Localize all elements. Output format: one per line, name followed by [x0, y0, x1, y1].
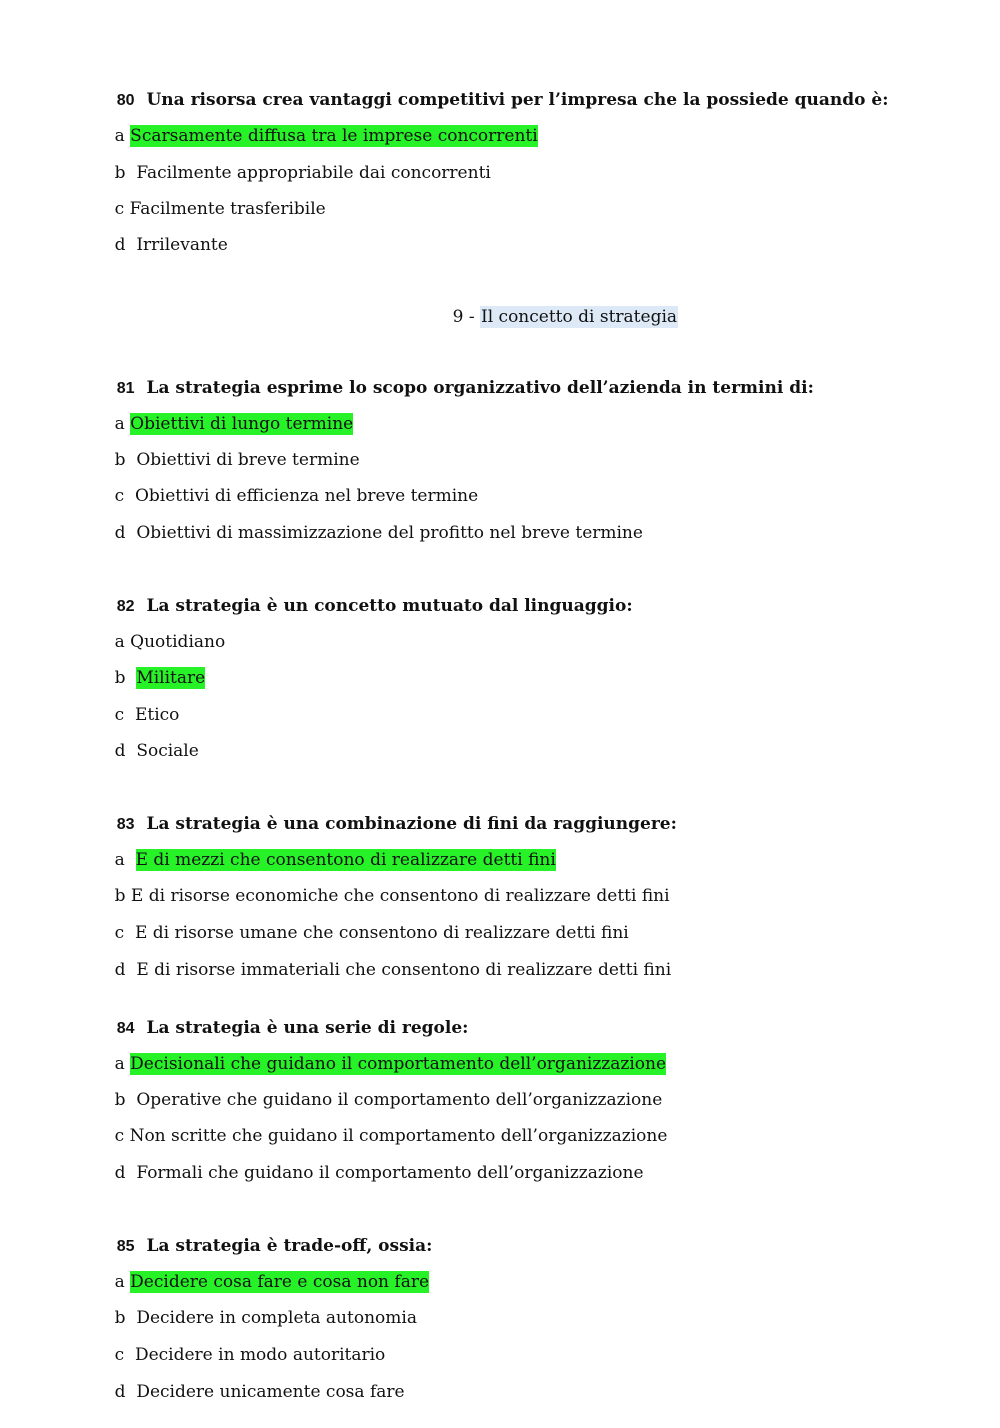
option-letter: b [114, 163, 126, 183]
question-number: 80 [116, 92, 135, 109]
section-title: Il concetto di strategia [481, 307, 678, 327]
question-text: Una risorsa crea vantaggi competitivi per l’impresa che la possiede quando è: [146, 90, 889, 110]
option-letter: c [114, 1345, 125, 1365]
option-letter: c [114, 1126, 125, 1146]
question-text: La strategia è un concetto mutuato dal linguaggio: [146, 596, 633, 616]
option-letter: b [114, 450, 126, 470]
option-text: E di risorse umane che consentono di realizzare detti fini [134, 923, 629, 943]
option-letter: b [114, 1090, 126, 1110]
question-number: 83 [116, 816, 135, 833]
option-text-correct: Obiettivi di lungo termine [130, 414, 354, 434]
option-letter: d [114, 1382, 126, 1402]
option-text-correct: Decidere cosa fare e cosa non fare [130, 1272, 430, 1292]
option-text: Quotidiano [130, 632, 226, 652]
option-letter: a [114, 632, 125, 652]
option-text-correct: Decisionali che guidano il comportamento dell’organizzazione [130, 1054, 667, 1074]
option-text: Obiettivi di efficienza nel breve termine [134, 486, 479, 506]
option-letter: c [114, 705, 125, 725]
option-letter: a [114, 1054, 125, 1074]
option-84-d [93, 1137, 644, 1209]
option-text: Decidere unicamente cosa fare [136, 1382, 405, 1402]
option-text: Decidere in modo autoritario [134, 1345, 386, 1365]
option-85-d [93, 1356, 405, 1428]
option-text: Non scritte che guidano il comportamento dell’organizzazione [129, 1126, 668, 1146]
option-letter: b [114, 1308, 126, 1328]
option-text: Irrilevante [136, 235, 228, 255]
option-letter: d [114, 741, 126, 761]
option-letter: b [114, 668, 126, 688]
option-text: E di risorse economiche che consentono di realizzare detti fini [130, 886, 670, 906]
option-text-correct: Militare [136, 668, 206, 688]
question-text: La strategia esprime lo scopo organizzativo dell’azienda in termini di: [146, 378, 814, 398]
option-text: Facilmente trasferibile [129, 199, 326, 219]
option-81-d [93, 497, 643, 569]
option-text: E di risorse immateriali che consentono di realizzare detti fini [136, 960, 672, 980]
option-letter: a [114, 850, 125, 870]
question-number: 81 [116, 380, 135, 397]
option-letter: d [114, 1163, 126, 1183]
question-text: La strategia è una combinazione di fini da raggiungere: [146, 814, 677, 834]
option-text: Formali che guidano il comportamento dell’organizzazione [136, 1163, 644, 1183]
option-letter: d [114, 523, 126, 543]
section-heading [431, 281, 678, 353]
question-number: 85 [116, 1238, 135, 1255]
question-text: La strategia è trade-off, ossia: [146, 1236, 433, 1256]
option-letter: a [114, 414, 125, 434]
option-text: Decidere in completa autonomia [136, 1308, 417, 1328]
option-letter: a [114, 126, 125, 146]
option-text: Operative che guidano il comportamento dell’organizzazione [136, 1090, 663, 1110]
option-letter: d [114, 235, 126, 255]
option-text: Etico [134, 705, 180, 725]
option-letter: c [114, 486, 125, 506]
option-letter: a [114, 1272, 125, 1292]
option-82-d [93, 715, 199, 787]
option-80-d [93, 209, 228, 281]
question-number: 82 [116, 598, 135, 615]
option-text-correct: Scarsamente diffusa tra le imprese concorrenti [130, 126, 538, 146]
option-letter: d [114, 960, 126, 980]
section-number: 9 - [452, 307, 475, 327]
option-text: Obiettivi di massimizzazione del profitto nel breve termine [136, 523, 643, 543]
option-text: Facilmente appropriabile dai concorrenti [136, 163, 491, 183]
option-text-correct: E di mezzi che consentono di realizzare detti fini [135, 850, 556, 870]
option-letter: b [114, 886, 126, 906]
option-letter: c [114, 923, 125, 943]
question-text: La strategia è una serie di regole: [146, 1018, 469, 1038]
option-text: Obiettivi di breve termine [136, 450, 360, 470]
question-number: 84 [116, 1020, 135, 1037]
option-letter: c [114, 199, 125, 219]
option-text: Sociale [136, 741, 199, 761]
